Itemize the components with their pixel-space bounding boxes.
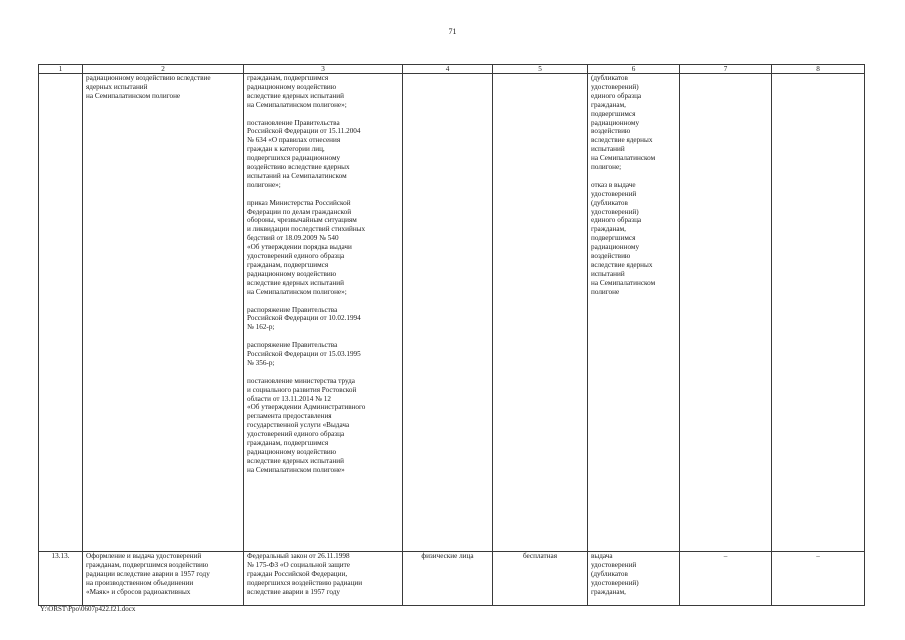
cell-col8 [772,74,865,552]
cell-legal-basis [244,552,403,606]
column-header: 6 [588,65,680,74]
table-row-continued [39,74,865,552]
result-paragraph: (дубликатов удостоверений) единого образца гражданам, подвергшимся радиационному воздействию вследствие ядерных испытаний на Семипалатинском полигоне; [591,74,656,172]
cell-result [588,74,680,552]
cell-col8: – [772,552,865,606]
column-header: 3 [244,65,403,74]
legal-basis-paragraph: распоряжение Правительства Российской Федерации от 15.03.1995 № 356-р; [247,341,361,367]
table-row-13-13 [39,552,865,606]
cell-col7: – [680,552,772,606]
legal-basis-paragraph: гражданам, подвергшимся радиационному воздействию вследствие ядерных испытаний на Семипалатинском полигоне»; [247,74,347,109]
column-header: 5 [493,65,588,74]
cell-recipients [403,74,493,552]
column-number-row [39,65,865,74]
cell-fee: бесплатная [493,552,588,606]
result-paragraph: отказ в выдаче удостоверений (дубликатов удостоверений) единого образца гражданам, подвергшимся радиационному воздействию вследствие ядерных испытаний на Семипалатинском полигоне [591,180,656,296]
file-path-footer: Y:\ORST\Ppo\0607p422.f21.docx [40,605,136,613]
cell-legal-basis [244,74,403,552]
column-header: 8 [772,65,865,74]
page-number: 71 [448,27,457,36]
cell-fee [493,74,588,552]
service-name-text: радиационному воздействию вследствие ядерных испытаний на Семипалатинском полигоне [86,74,211,100]
legal-basis-paragraph: постановление Правительства Российской Федерации от 15.11.2004 № 634 «О правилах отнесения граждан к категории лиц, подвергшихся радиационному воздействию вследствие ядерных испытаний на Семипалатинском полигоне»; [247,118,361,189]
legal-basis-text: Федеральный закон от 26.11.1998 № 175-ФЗ «О социальной защите граждан Российской Федерации, подвергшихся воздействию радиации вследствие аварии в 1957 году [247,552,363,596]
cell-service-name [83,552,244,606]
result-text: выдача удостоверений (дубликатов удостоверений) гражданам, [591,552,639,596]
cell-recipients: физические лица [403,552,493,606]
services-table [38,64,865,606]
column-header: 2 [83,65,244,74]
cell-col7 [680,74,772,552]
service-name-text: Оформление и выдача удостоверений гражданам, подвергшимся воздействию радиации вследствие аварии в 1957 году на производственном объединении «Маяк» и сбросов радиоактивных [86,552,210,596]
legal-basis-paragraph: распоряжение Правительства Российской Федерации от 10.02.1994 № 162-р; [247,305,361,332]
cell-number [39,74,83,552]
legal-basis-paragraph: постановление министерства труда и социального развития Ростовской области от 13.11.2014 № 12 «Об утверждении Административного регламента предоставления государственной услуги «Выдача удостоверений единого образца гражданам, подвергшимся радиационному воздействию вследствие ядерных испытаний на Семипалатинском полигоне» [247,376,366,474]
legal-basis-paragraph: приказ Министерства Российской Федерации по делам гражданской обороны, чрезвычайным ситуациям и ликвидации последствий стихийных бедствий от 18.09.2009 № 540 «Об утверждении порядка выдачи удостоверений единого образца гражданам, подвергшимся радиационному воздействию вследствие ядерных испытаний на Семипалатинском полигоне»; [247,198,366,296]
cell-result [588,552,680,606]
cell-number: 13.13. [39,552,83,606]
column-header: 4 [403,65,493,74]
cell-service-name [83,74,244,552]
column-header: 1 [39,65,83,74]
column-header: 7 [680,65,772,74]
